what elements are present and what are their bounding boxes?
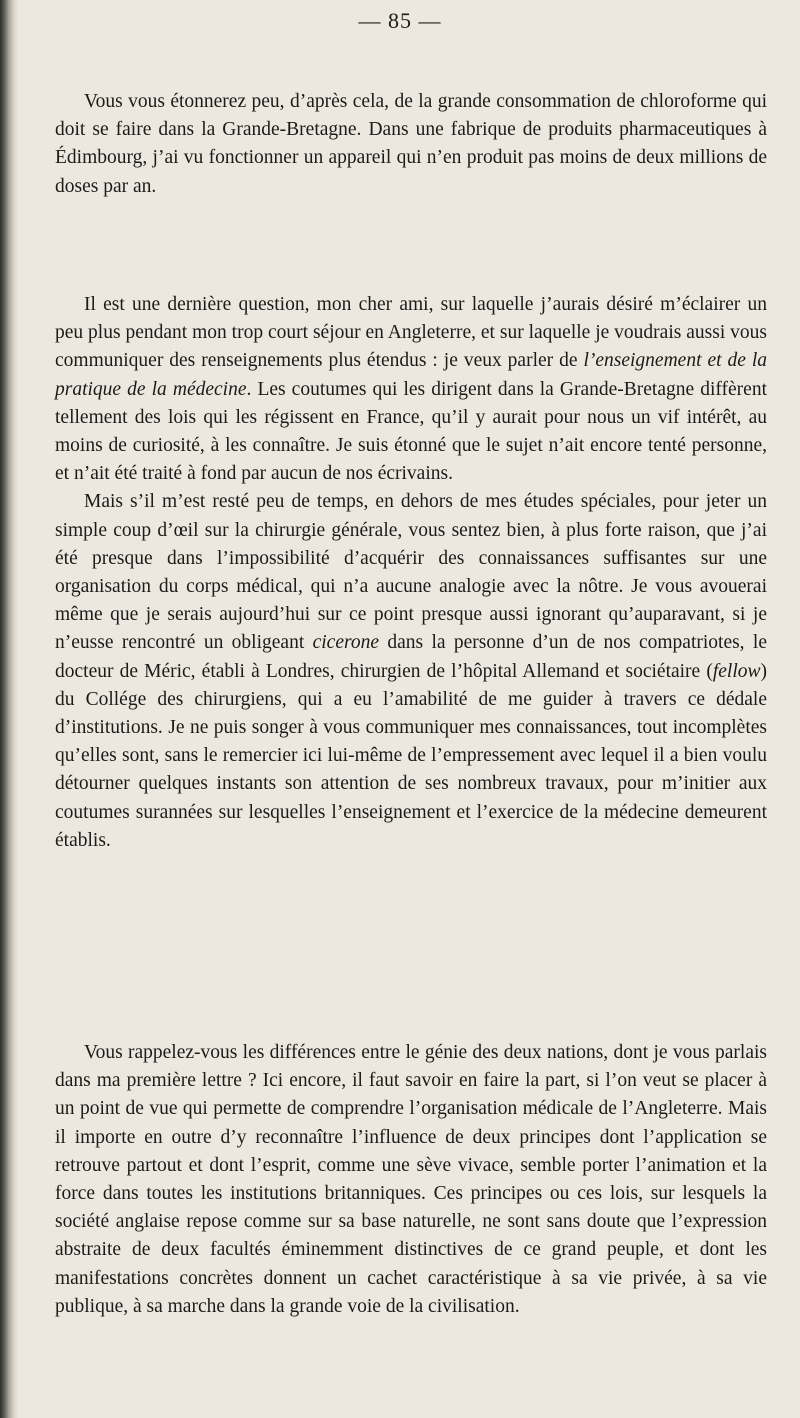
page-number: — 85 — (358, 8, 442, 33)
paragraph-text: Mais s’il m’est resté peu de temps, en dehors de mes études spéciales, pour jeter un simple coup d’œil sur la chirurgie générale, vous sentez bien, à plus forte raison, que j’ai été presque dans l’impossibilité d’acquérir des connaissances suffisantes sur une organisation du corps médical, qui n’a aucune analogie avec la nôtre. Je vous avouerai même que je serais aujourd’hui sur ce point presque aussi ignorant qu’auparavant, si je n’eusse rencontré un obligeant (55, 491, 767, 654)
text-section-1 (55, 88, 767, 201)
paragraph-enseignement (55, 291, 767, 488)
text-section-3 (55, 1039, 767, 1321)
italic-word: cicerone (312, 632, 380, 654)
text-section-2 (55, 291, 767, 855)
italic-phrase: l’enseignement et de la pratique de la médecine (55, 350, 767, 400)
paragraph-text: Il est une dernière question, mon cher ami, sur laquelle j’aurais désiré m’éclairer un peu plus pendant mon trop court séjour en Angleterre, et sur laquelle je voudrais aussi vous communiquer des renseignements plus étendus : je veux parler de (55, 294, 767, 372)
paragraph-text: . Les coutumes qui les dirigent dans la Grande-Bretagne diffèrent tellement des lois qui les régissent en France, qu’il y aurait pour nous un vif intérêt, au moins de curiosité, à les connaître. Je suis étonné que le sujet n’ait encore tenté personne, et n’ait été traité à fond par aucun de nos écrivains. (55, 378, 767, 485)
paragraph-chloroform: Vous vous étonnerez peu, d’après cela, de la grande consommation de chloroforme qui doit se faire dans la Grande-Bretagne. Dans une fabrique de produits pharmaceutiques à Édimbourg, j’ai vu fonctionner un appareil qui n’en produit pas moins de deux millions de doses par an. (55, 91, 767, 197)
paragraph-principes: Vous rappelez-vous les différences entre le génie des deux nations, dont je vous parlais dans ma première lettre ? Ici encore, il faut savoir en faire la part, si l’on veut se placer à un point de vue qui permette de comprendre l’organisation médicale de l’Angleterre. Mais il importe en outre d’y reconnaître l’influence de deux principes dont l’application se retrouve partout et dont l’esprit, comme une sève vivace, semble porter l’animation et la force dans toutes les institutions britanniques. Ces principes ou ces lois, sur lesquels la société anglaise repose comme sur sa base naturelle, ne sont sans doute que l’expression abstraite de deux facultés éminemment distinctives de ce grand peuple, et dont les manifestations concrètes donnent un cachet caractéristique à sa vie privée, à sa vie publique, à sa marche dans la grande voie de la civilisation. (55, 1042, 767, 1317)
paragraph-text: ) du Collége des chirurgiens, qui a eu l’amabilité de me guider à travers ce dédale d’institutions. Je ne puis songer à vous communiquer mes connaissances, tout incomplètes qu’elles sont, sans le remercier ici lui-même de l’empressement avec lequel il a bien voulu détourner quelques instants son attention de ses nombreux travaux, pour m’initier aux coutumes surannées sur lesquelles l’enseignement et l’exercice de la médecine demeurent établis. (55, 660, 767, 851)
paragraph-text: dans la personne d’un de nos compatriotes, le docteur de Méric, établi à Londres, chirurgien de l’hôpital Allemand et sociétaire ( (55, 632, 767, 682)
page-binding-shadow (0, 0, 18, 1418)
paragraph-meric (55, 488, 767, 855)
italic-word: fellow (712, 660, 761, 682)
